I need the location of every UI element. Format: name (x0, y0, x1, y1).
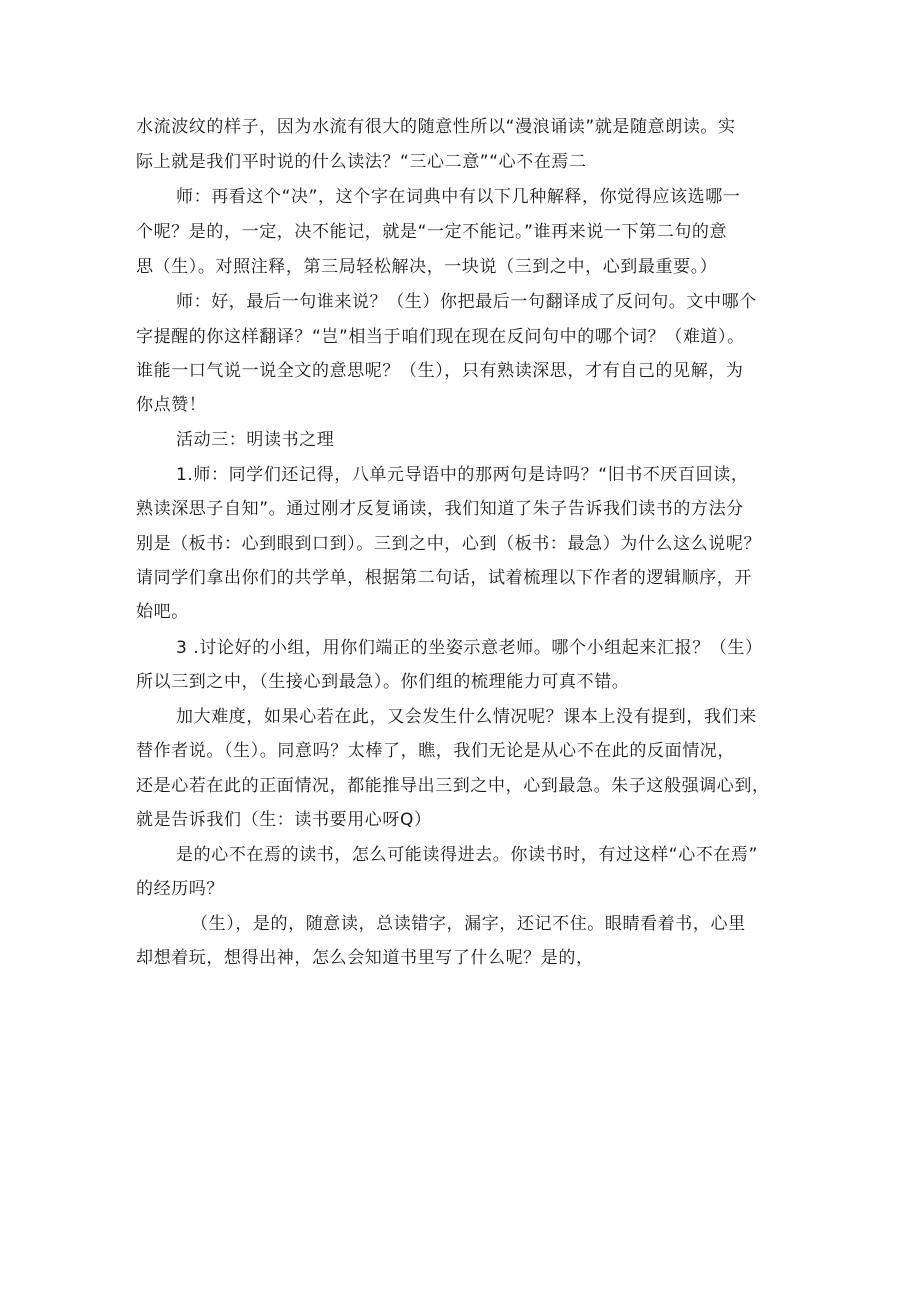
paragraph-start-line: 师：好，最后一句谁来说？（生）你把最后一句翻译成了反问句。文中哪个 (176, 292, 757, 312)
text-line: 谁能一口气说一说全文的意思呢？（生），只有熟读深思，才有自己的见解，为 (136, 361, 744, 381)
text-line: 熟读深思子自知”。通过刚才反复诵读，我们知道了朱子告诉我们读书的方法分 (136, 499, 744, 519)
text-line: 还是心若在此的正面情况，都能推导出三到之中，心到最急。朱子这般强调心到， (136, 776, 770, 796)
paragraph-start-line: 1.师：同学们还记得，八单元导语中的那两句是诗吗？“旧书不厌百回读， (176, 465, 749, 485)
paragraph-start-line: 师：再看这个“决”，这个字在词典中有以下几种解释，你觉得应该选哪一 (176, 187, 741, 207)
text-line: 际上就是我们平时说的什么读法？“三心二意”“心不在焉二 (136, 152, 587, 172)
text-line: 替作者说。（生）。同意吗？太棒了，瞧，我们无论是从心不在此的反面情况， (136, 741, 735, 761)
text-line: 你点赞！ (136, 395, 207, 415)
text-line: 就是告诉我们（生：读书要用心呀Q） (136, 810, 432, 830)
text-line: 个呢？是的，一定，决不能记，就是“一定不能记。”谁再来说一下第二句的意 (136, 222, 728, 242)
text-line: 所以三到之中，（生接心到最急）。你们组的梳理能力可真不错。 (136, 672, 630, 692)
paragraph-start-line: 是的心不在焉的读书，怎么可能读得进去。你读书时，有过这样“心不在焉” (176, 845, 759, 865)
text-line: 字提醒的你这样翻译？“岂”相当于咱们现在现在反问句中的哪个词？（难道）。 (136, 327, 745, 347)
text-line: 却想着玩，想得出神，怎么会知道书里写了什么呢？是的， (136, 948, 594, 968)
text-line: 的经历吗？ (136, 879, 224, 899)
paragraph-start-line: 加大难度，如果心若在此，又会发生什么情况呢？课本上没有提到，我们来 (176, 707, 757, 727)
section-heading: 活动三：明读书之理 (176, 430, 335, 450)
text-line: 始吧。 (136, 602, 189, 622)
paragraph-start-line: 3 .讨论好的小组，用你们端正的坐姿示意老师。哪个小组起来汇报？（生） (176, 638, 763, 658)
text-line: 水流波纹的样子，因为水流有很大的随意性所以“漫浪诵读”就是随意朗读。实 (136, 117, 736, 137)
paragraph-start-line: （生），是的，随意读，总读错字，漏字，还记不住。眼睛看着书，心里 (191, 914, 746, 934)
text-line: 思（生）。对照注释，第三局轻松解决，一块说（三到之中，心到最重要。） (136, 257, 718, 277)
text-line: 请同学们拿出你们的共学单，根据第二句话，试着梳理以下作者的逻辑顺序，开 (136, 568, 752, 588)
text-line: 别是（板书：心到眼到口到）。三到之中，心到（板书：最急）为什么这么说呢？ (136, 534, 762, 554)
